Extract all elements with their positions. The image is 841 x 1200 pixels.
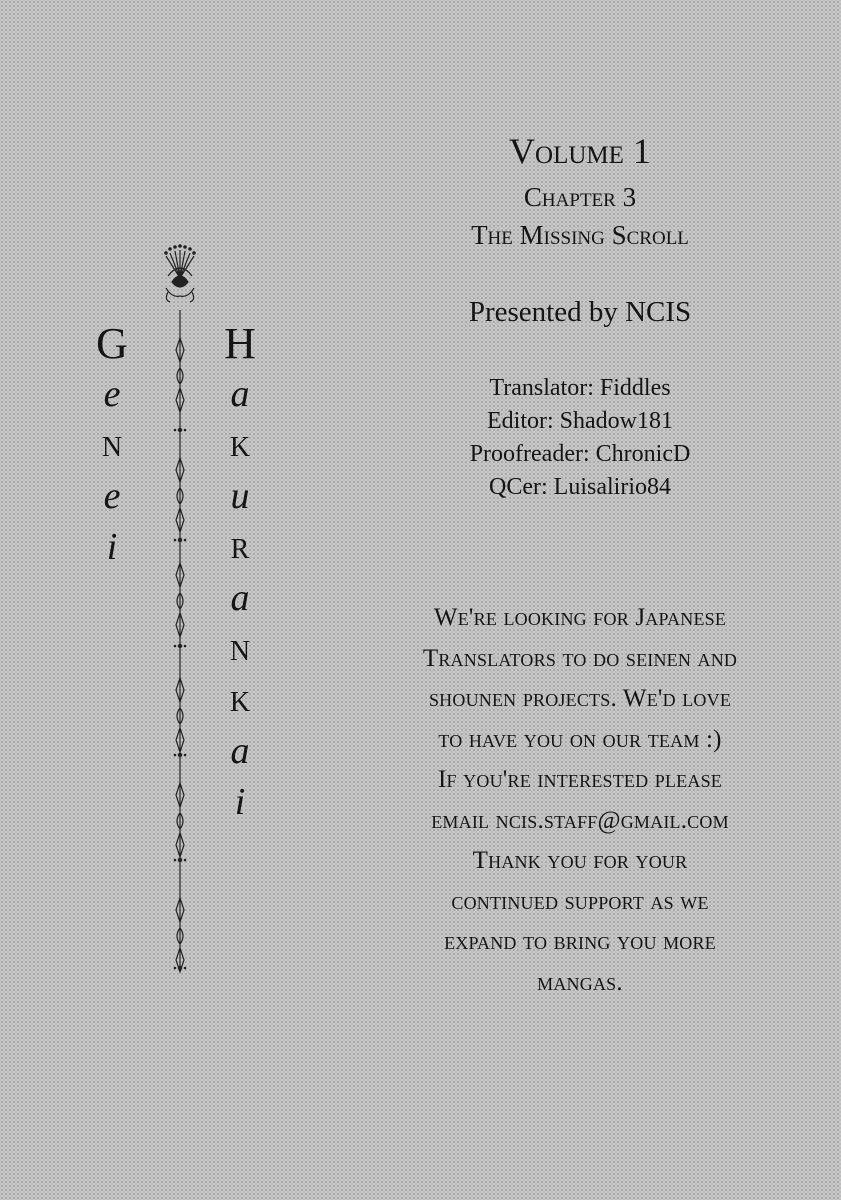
recruit-line: shounen projects. We'd love [428, 685, 732, 712]
title-letter: R [230, 534, 250, 565]
recruit-line: continued support as we [451, 887, 709, 915]
title-letter: a [230, 373, 250, 415]
vertical-floral-divider-icon [150, 238, 210, 978]
credit-line: Proofreader: ChronicD [469, 441, 691, 467]
recruit-line: Translators to do seinen and [422, 644, 738, 672]
title-letter: u [230, 475, 250, 517]
title-column-hakurankai [210, 319, 270, 832]
title-letter: H [224, 319, 256, 368]
title-letter: e [103, 475, 121, 517]
recruit-line: If you're interested please [438, 766, 722, 793]
title-column-genei [82, 319, 142, 577]
recruit-line: Thank you for your [472, 847, 688, 874]
recruit-line: to have you on our team :) [438, 725, 722, 753]
chapter-title: The Missing Scroll [471, 220, 689, 250]
recruit-line: mangas. [537, 968, 623, 996]
recruitment-notice [370, 598, 790, 1003]
title-letter: e [103, 373, 121, 415]
chapter-heading: Chapter 3 [523, 182, 637, 212]
title-letter: K [229, 432, 251, 463]
title-letter: i [234, 781, 246, 823]
recruit-line: email ncis.staff@gmail.com [431, 806, 729, 834]
title-letter: G [96, 319, 128, 368]
title-letter: N [229, 636, 251, 667]
title-letter: a [230, 730, 250, 772]
staff-credits [370, 372, 790, 504]
title-letter: i [106, 526, 118, 568]
title-letter: a [230, 577, 250, 619]
volume-heading: Volume 1 [509, 131, 651, 171]
recruit-line: We're looking for Japanese [433, 604, 727, 631]
recruit-line: expand to bring you more [444, 928, 716, 955]
title-letter: N [101, 432, 123, 463]
credit-line: Translator: Fiddles [489, 375, 671, 401]
presented-by: Presented by NCIS [468, 296, 692, 328]
credit-line: Editor: Shadow181 [487, 408, 673, 434]
title-letter: K [229, 687, 251, 718]
credit-line: QCer: Luisalirio84 [489, 474, 671, 500]
